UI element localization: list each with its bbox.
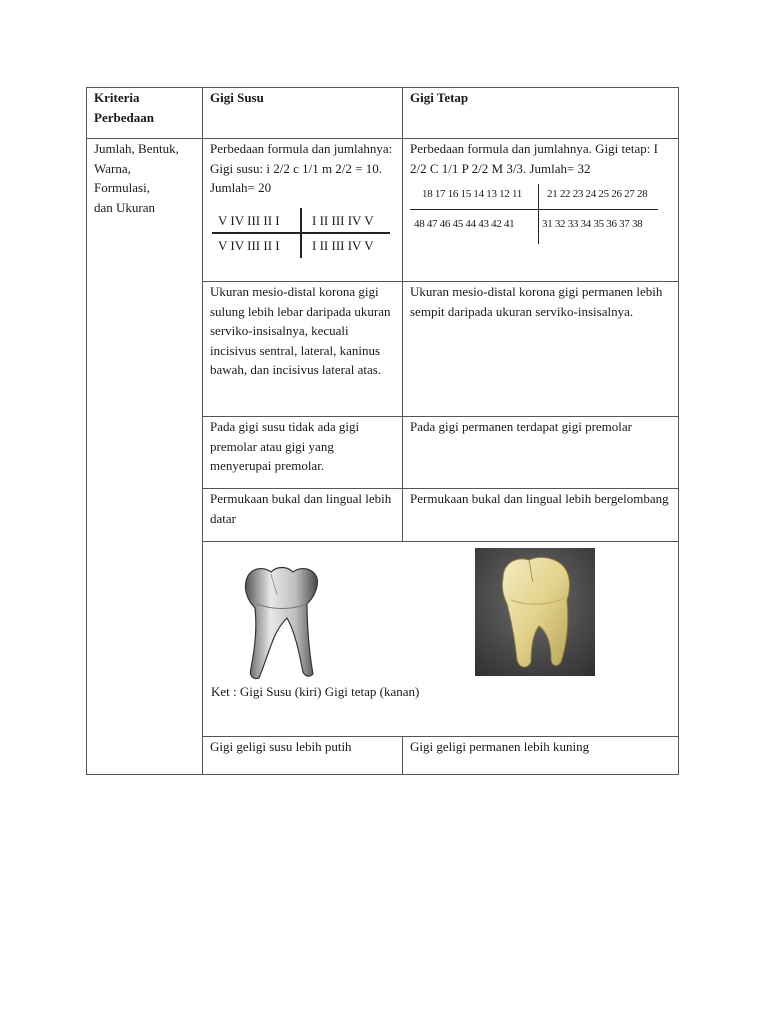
dec-upper-left: I II III IV V	[312, 212, 374, 228]
images-caption: Ket : Gigi Susu (kiri) Gigi tetap (kanan)	[211, 684, 420, 699]
criteria-line-3: Formulasi,	[94, 180, 150, 195]
ukuran-susu-cell: Ukuran mesio-distal korona gigi sulung lebih lebar daripada ukuran serviko-insisalnya, kecuali incisivus sentral, lateral, kaninus bawah, dan incisivus lateral atas.	[203, 282, 403, 417]
criteria-line-4: dan Ukuran	[94, 199, 156, 215]
criteria-line-2: Warna,	[94, 160, 131, 176]
dec-upper-right: V IV III II I	[218, 212, 280, 228]
warna-tetap-cell: Gigi geligi permanen lebih kuning	[403, 737, 679, 775]
perm-lower-left: 31 32 33 34 35 36 37 38	[542, 218, 643, 230]
perm-upper-left: 21 22 23 24 25 26 27 28	[547, 188, 648, 200]
criteria-cell	[87, 139, 203, 775]
permanent-tooth-photo	[475, 548, 595, 676]
perm-upper-right: 18 17 16 15 14 13 12 11	[422, 188, 522, 200]
comparison-table	[86, 87, 679, 775]
perm-horizontal-divider	[410, 209, 658, 210]
perm-vertical-divider	[538, 184, 539, 244]
permukaan-susu-cell: Permukaan bukal dan lingual lebih datar	[203, 489, 403, 542]
perm-lower-right: 48 47 46 45 44 43 42 41	[414, 218, 515, 230]
formula-row	[87, 139, 679, 282]
header-row	[87, 88, 679, 139]
dec-lower-right: V IV III II I	[218, 237, 280, 253]
premolar-susu-cell: Pada gigi susu tidak ada gigi premolar atau gigi yang menyerupai premolar.	[203, 417, 403, 489]
dec-lower-left: I II III IV V	[312, 237, 374, 253]
permanent-dental-formula	[410, 184, 662, 244]
susu-formula-text: Perbedaan formula dan jumlahnya: Gigi susu: i 2/2 c 1/1 m 2/2 = 10. Jumlah= 20	[210, 141, 393, 195]
dec-vertical-divider	[300, 208, 302, 258]
deciduous-tooth-illustration	[233, 564, 329, 682]
tetap-formula-cell	[403, 139, 679, 282]
header-gigi-susu: Gigi Susu	[203, 88, 403, 139]
header-kriteria: Kriteria Perbedaan	[87, 88, 203, 139]
tetap-formula-text: Perbedaan formula dan jumlahnya. Gigi tetap: I 2/2 C 1/1 P 2/2 M 3/3. Jumlah= 32	[410, 141, 659, 176]
permukaan-tetap-cell: Permukaan bukal dan lingual lebih bergelombang	[403, 489, 679, 542]
warna-susu-cell: Gigi geligi susu lebih putih	[203, 737, 403, 775]
criteria-line-1: Jumlah, Bentuk,	[94, 141, 179, 156]
susu-formula-cell	[203, 139, 403, 282]
ukuran-tetap-cell: Ukuran mesio-distal korona gigi permanen lebih sempit daripada ukuran serviko-insisalnya.	[403, 282, 679, 417]
premolar-tetap-cell: Pada gigi permanen terdapat gigi premolar	[403, 417, 679, 489]
images-cell	[203, 542, 679, 737]
deciduous-dental-formula	[212, 208, 390, 258]
header-gigi-tetap: Gigi Tetap	[403, 88, 679, 139]
